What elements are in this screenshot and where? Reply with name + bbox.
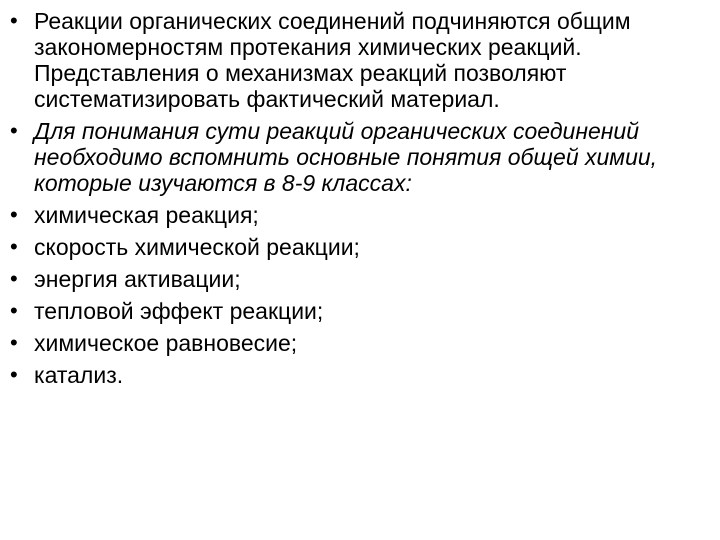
list-item bbox=[6, 362, 706, 388]
bullet-icon: • bbox=[10, 330, 18, 355]
list-item bbox=[6, 8, 706, 112]
list-item-text: тепловой эффект реакции; bbox=[34, 298, 324, 324]
bullet-icon: • bbox=[10, 266, 18, 291]
list-item-text: энергия активации; bbox=[34, 266, 241, 292]
list-item bbox=[6, 234, 706, 260]
bullet-icon: • bbox=[10, 8, 18, 33]
bullet-icon: • bbox=[10, 298, 18, 323]
list-item-text: Реакции органических соединений подчиняются общим закономерностям протекания химических реакций. Представления о механизмах реакций позволяют систематизировать фактический материал. bbox=[34, 8, 631, 112]
bullet-list bbox=[6, 8, 706, 394]
bullet-icon: • bbox=[10, 202, 18, 227]
list-item bbox=[6, 118, 706, 196]
list-item bbox=[6, 330, 706, 356]
bullet-icon: • bbox=[10, 234, 18, 259]
bullet-icon: • bbox=[10, 118, 18, 143]
list-item-text: Для понимания сути реакций органических соединений необходимо вспомнить основные понятия общей химии, которые изучаются в 8-9 классах: bbox=[34, 118, 658, 196]
list-item-text: катализ. bbox=[34, 362, 124, 388]
list-item-text: химическая реакция; bbox=[34, 202, 259, 228]
list-item bbox=[6, 298, 706, 324]
list-item-text: скорость химической реакции; bbox=[34, 234, 360, 260]
bullet-icon: • bbox=[10, 362, 18, 387]
list-item bbox=[6, 266, 706, 292]
list-item bbox=[6, 202, 706, 228]
list-item-text: химическое равновесие; bbox=[34, 330, 298, 356]
